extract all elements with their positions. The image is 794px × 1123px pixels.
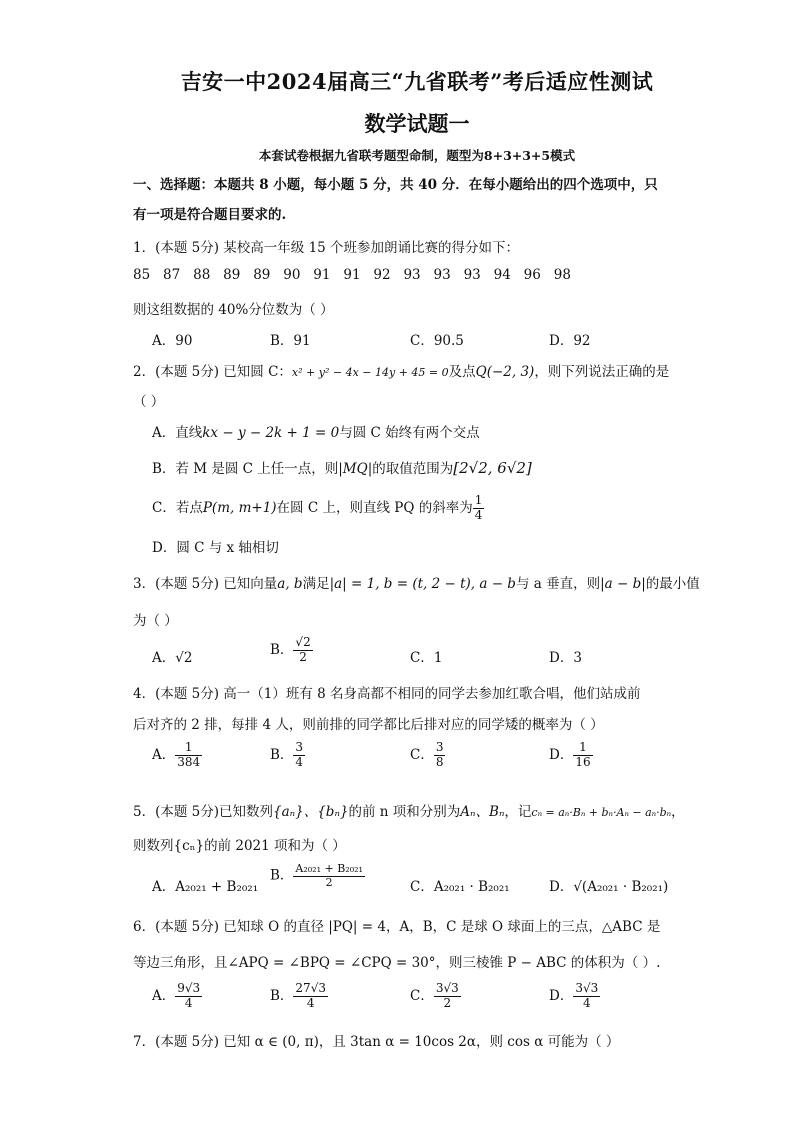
q3-vectors: a, b xyxy=(277,576,303,592)
q5-stem-a: 5．(本题 5分)已知数列 xyxy=(133,804,274,820)
q4-option-b-label: B． xyxy=(270,746,294,763)
q4-option-c xyxy=(410,741,445,770)
fraction-numerator: 3√3 xyxy=(435,981,459,995)
fraction-numerator: √2 xyxy=(295,635,311,649)
q6-option-d-fraction xyxy=(573,982,600,1011)
q5-option-b xyxy=(270,863,365,889)
q3-stem-a: 3．(本题 5分) 已知向量 xyxy=(133,576,278,592)
q1-option-c: C．90.5 xyxy=(410,333,464,349)
q3-option-b-fraction xyxy=(293,636,312,665)
fraction-denominator: 384 xyxy=(177,754,201,769)
q2-option-b xyxy=(152,457,532,477)
q3-stem-b: 满足 xyxy=(302,576,330,592)
q3-stem-d: 的最小值 xyxy=(645,576,700,592)
fraction-denominator: 4 xyxy=(582,995,591,1010)
q6-option-c-label: C． xyxy=(410,987,434,1004)
fraction-denominator: 2 xyxy=(325,875,333,889)
exam-title: 吉安一中2024届高三“九省联考”考后适应性测试 xyxy=(180,69,654,94)
q5-stem-c: ，记 xyxy=(504,804,532,820)
q3-option-b-label: B． xyxy=(270,641,294,658)
q4-option-d-fraction xyxy=(573,741,592,770)
q3-condition: |a| = 1, b = (t, 2 − t), a − b xyxy=(329,576,516,592)
section1-heading-line2: 有一项是符合题目要求的. xyxy=(133,207,287,223)
q2-option-c-text-b: 在圆 C 上，则直线 PQ 的斜率为 xyxy=(276,499,473,516)
q2-option-b-abs: |MQ| xyxy=(338,461,373,477)
q4-option-c-label: C． xyxy=(410,746,434,763)
fraction-numerator: 3 xyxy=(295,740,304,754)
q2-point-q: Q(−2, 3) xyxy=(475,364,535,380)
q5-option-a: A．A₂₀₂₁ + B₂₀₂₁ xyxy=(152,879,259,895)
q1-ask: 则这组数据的 40%分位数为（ ） xyxy=(133,302,334,318)
fraction-denominator: 8 xyxy=(435,754,444,769)
q5-option-b-fraction xyxy=(293,863,365,889)
fraction-numerator: 27√3 xyxy=(295,981,326,995)
q5-option-b-label: B． xyxy=(270,867,294,884)
fraction-numerator: 9√3 xyxy=(177,981,201,995)
q5-stem xyxy=(133,800,685,820)
q6-option-c xyxy=(410,982,461,1011)
q4-option-b-fraction xyxy=(293,741,305,770)
q2-stem-b: 及点 xyxy=(448,364,476,380)
q3-option-c: C．1 xyxy=(410,650,443,666)
q2-option-a xyxy=(152,421,480,441)
fraction-denominator: 4 xyxy=(295,754,304,769)
q6-option-d-label: D． xyxy=(549,987,574,1004)
fraction-numerator: 1 xyxy=(474,493,483,507)
q7-line1: 7．(本题 5分) 已知 α ∈ (0, π)，且 3tan α = 10cos 2α，则 cos α 可能为（ ） xyxy=(133,1034,620,1050)
q6-line1: 6．(本题 5分) 已知球 O 的直径 |PQ| = 4，A，B，C 是球 O 球面上的三点，△ABC 是 xyxy=(133,919,661,935)
fraction-numerator: 3 xyxy=(435,740,444,754)
q4-option-a xyxy=(152,741,202,770)
fraction-denominator: 2 xyxy=(299,649,307,664)
fraction-numerator: 3√3 xyxy=(575,981,599,995)
q5-stem-b: 的前 n 项和分别为 xyxy=(348,804,461,820)
q2-option-b-range: [2√2, 6√2] xyxy=(453,459,532,477)
exam-note: 本套试卷根据九省联考题型命制，题型为8+3+3+5模式 xyxy=(258,148,576,163)
q2-stem-c: ，则下列说法正确的是 xyxy=(534,364,670,380)
q2-option-c-point: P(m, m+1) xyxy=(202,499,277,516)
q5-definition: cₙ = aₙ·Bₙ + bₙ·Aₙ − aₙ·bₙ xyxy=(531,806,672,819)
q6-option-b-label: B． xyxy=(270,987,294,1004)
q5-option-c: C．A₂₀₂₁ · B₂₀₂₁ xyxy=(410,879,510,895)
fraction-denominator: 4 xyxy=(184,995,193,1010)
q2-stem xyxy=(133,360,669,380)
q6-option-a-label: A． xyxy=(152,987,176,1004)
q2-stem-a: 2．(本题 5分) 已知圆 C： xyxy=(133,364,292,380)
q2-option-b-text-b: 的取值范围为 xyxy=(372,461,454,477)
q2-option-c xyxy=(152,494,484,523)
q5-line2: 则数列{cₙ}的前 2021 项和为（ ） xyxy=(133,838,346,854)
fraction-denominator: 2 xyxy=(443,995,452,1010)
q6-line2: 等边三角形，且∠APQ = ∠BPQ = ∠CPQ = 30°，则三棱锥 P − ABC 的体积为（ ）. xyxy=(133,955,661,971)
q4-option-b xyxy=(270,741,305,770)
q1-stem: 1．(本题 5分) 某校高一年级 15 个班参加朗诵比赛的得分如下： xyxy=(133,240,520,256)
q6-option-d xyxy=(549,982,600,1011)
q3-option-d: D．3 xyxy=(549,650,582,666)
q3-option-a: A．√2 xyxy=(152,650,193,666)
q5-sums: Aₙ、Bₙ xyxy=(460,804,505,820)
fraction-denominator: 4 xyxy=(474,507,483,522)
q2-option-c-text: C．若点 xyxy=(152,499,203,516)
q2-option-b-text: B．若 M 是圆 C 上任一点，则 xyxy=(152,461,339,477)
q3-abs: |a − b| xyxy=(600,576,646,592)
q1-option-a: A．90 xyxy=(152,333,193,349)
q1-option-d: D．92 xyxy=(549,333,591,349)
q6-option-b-fraction xyxy=(293,982,328,1011)
exam-subtitle: 数学试题一 xyxy=(364,111,470,136)
q4-option-a-fraction xyxy=(175,741,202,770)
q2-option-a-text-b: 与圆 C 始终有两个交点 xyxy=(339,425,480,441)
q6-option-a xyxy=(152,982,202,1011)
q6-option-c-fraction xyxy=(434,982,461,1011)
q2-option-d: D．圆 C 与 x 轴相切 xyxy=(152,540,279,556)
q6-option-b xyxy=(270,982,328,1011)
q4-option-c-fraction xyxy=(434,741,446,770)
q4-option-a-label: A． xyxy=(152,746,176,763)
fraction-denominator: 4 xyxy=(306,995,315,1010)
q2-option-c-fraction xyxy=(473,494,485,523)
q5-sequences: {aₙ}、{bₙ} xyxy=(273,804,349,820)
q2-paren: （ ） xyxy=(133,394,165,410)
q3-stem-c: 与 a 垂直，则 xyxy=(515,576,601,592)
q5-option-d: D．√(A₂₀₂₁ · B₂₀₂₁) xyxy=(549,879,669,895)
q1-data: 85 87 88 89 89 90 91 91 92 93 93 93 94 96 98 xyxy=(133,267,571,283)
fraction-numerator: 1 xyxy=(573,741,592,756)
q4-line2: 后对齐的 2 排，每排 4 人，则前排的同学都比后排对应的同学矮的概率为（ ） xyxy=(133,717,604,733)
fraction-numerator: A₂₀₂₁ + B₂₀₂₁ xyxy=(295,862,363,875)
q3-line2: 为（ ） xyxy=(133,613,178,629)
fraction-numerator: 1 xyxy=(175,741,202,756)
fraction-denominator: 16 xyxy=(575,754,591,769)
q4-option-d-label: D． xyxy=(549,746,574,763)
q5-stem-d: ， xyxy=(671,804,685,820)
q3-stem xyxy=(133,572,700,592)
section1-heading-line1: 一、选择题：本题共 8 小题，每小题 5 分，共 40 分．在每小题给出的四个选项中，只 xyxy=(133,177,658,193)
q2-circle-equation: x² + y² − 4x − 14y + 45 = 0 xyxy=(291,366,449,379)
q2-option-a-text: A．直线 xyxy=(152,425,203,441)
q6-option-a-fraction xyxy=(175,982,202,1011)
q4-line1: 4．(本题 5分) 高一（1）班有 8 名身高都不相同的同学去参加红歌合唱，他们站成前 xyxy=(133,686,641,702)
q3-option-b xyxy=(270,636,313,665)
q1-option-b: B．91 xyxy=(270,333,311,349)
q4-option-d xyxy=(549,741,593,770)
q2-option-a-line-equation: kx − y − 2k + 1 = 0 xyxy=(202,425,340,441)
